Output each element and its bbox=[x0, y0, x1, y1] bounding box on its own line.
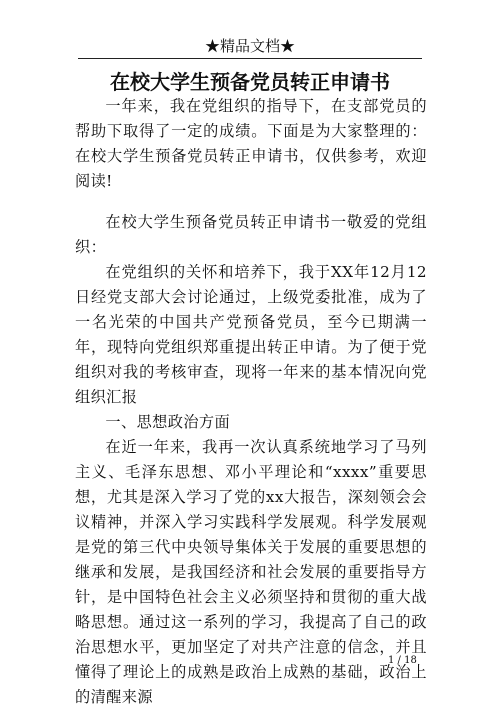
document-title: 在校大学生预备党员转正申请书 bbox=[110, 70, 390, 94]
intro-section bbox=[75, 94, 427, 194]
page-number: 1 / 18 bbox=[388, 655, 417, 666]
main-section bbox=[75, 210, 427, 710]
header-divider bbox=[78, 58, 422, 59]
body-paragraph: 在近一年来，我再一次认真系统地学习了马列主义、毛泽东思想、邓小平理论和“xxxx”重要思想，尤其是深入学习了党的xx大报告，深刻领会会议精神，并深入学习实践科学发展观。科学发展观是党的第三代中央领导集体关于发展的重要思想的继承和发展，是我国经济和社会发展的重要指导方针，是中国特色社会主义必须坚持和贯彻的重大战略思想。通过这一系列的学习，我提高了自己的政治思想水平，更加坚定了对共产注意的信念，并且懂得了理论上的成熟是政治上成熟的基础，政治上的清醒来源 bbox=[75, 438, 427, 706]
salutation-paragraph: 在校大学生预备党员转正申请书一敬爱的党组织： bbox=[75, 213, 427, 256]
section-heading: 一、思想政治方面 bbox=[105, 413, 231, 431]
header-mark: ★精品文档★ bbox=[204, 37, 295, 55]
body-paragraph: 在党组织的关怀和培养下，我于XX年12月12日经党支部大会讨论通过，上级党委批准，成为了一名光荣的中国共产党预备党员，至今已期满一年，现特向党组织郑重提出转正申请。为了便于党组织对我的考核审查，现将一年来的基本情况向党组织汇报 bbox=[75, 263, 427, 406]
intro-paragraph: 一年来，我在党组织的指导下，在支部党员的帮助下取得了一定的成绩。下面是为大家整理的：在校大学生预备党员转正申请书，仅供参考，欢迎阅读! bbox=[75, 97, 427, 190]
